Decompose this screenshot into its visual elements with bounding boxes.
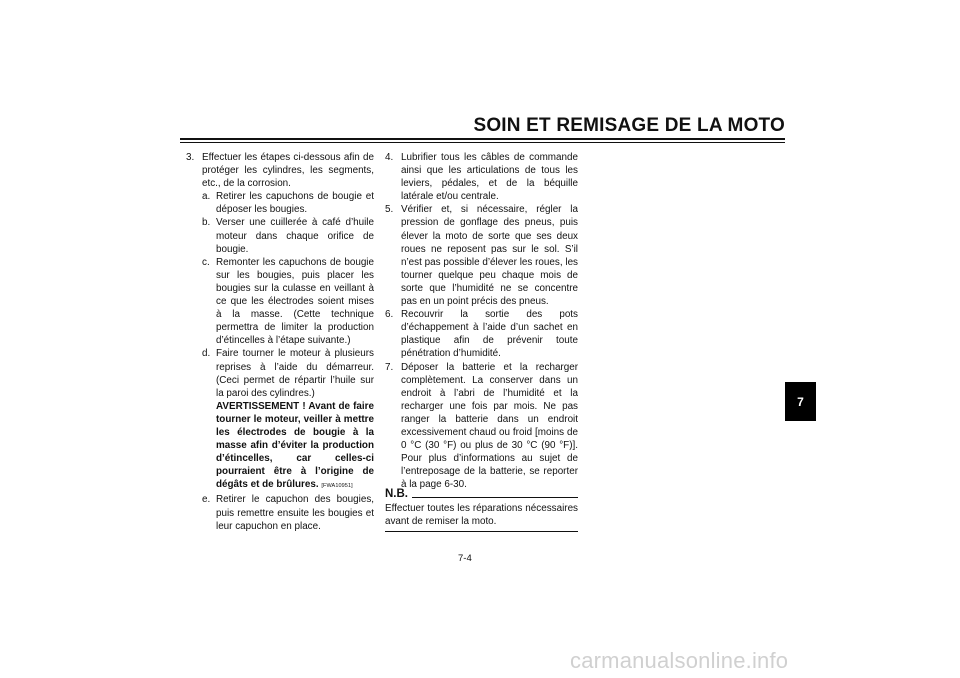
item-number: 3. xyxy=(186,152,195,163)
sub-item-letter: c. xyxy=(202,256,210,268)
list-item xyxy=(186,151,374,190)
watermark: carmanualsonline.info xyxy=(570,648,789,673)
note-label: N.B. xyxy=(385,488,408,500)
warning-text: AVERTISSEMENT ! Avant de faire tourner le moteur, veiller à mettre les électrodes de bougie à la masse afin d’éviter la production d’étincelles, car celles-ci pourraient être à l’origine de dégâts et de brûlures. xyxy=(216,400,374,491)
list-item xyxy=(385,361,578,492)
sub-item-text: Verser une cuillerée à café d’huile moteur dans chaque orifice de bougie. xyxy=(216,217,374,255)
list-item xyxy=(385,308,578,360)
sub-item xyxy=(186,216,374,255)
page-number: 7-4 xyxy=(458,553,472,564)
item-number: 6. xyxy=(385,309,394,321)
item-number: 4. xyxy=(385,152,394,163)
page-title: SOIN ET REMISAGE DE LA MOTO xyxy=(473,115,785,136)
note-text: Effectuer toutes les réparations nécessaires avant de remiser la moto. xyxy=(385,503,578,528)
title-rule xyxy=(180,138,785,140)
list-item xyxy=(385,203,578,308)
right-column xyxy=(385,151,578,491)
sub-item-text: Retirer le capuchon des bougies, puis remettre ensuite les bougies et leur capuchon en place. xyxy=(216,494,374,532)
note-bottom-rule xyxy=(385,531,578,532)
item-text: Lubrifier tous les câbles de commande ainsi que les articulations de tous les leviers, pédales, et de la béquille latérale et/ou centrale. xyxy=(401,152,578,203)
note-box xyxy=(385,486,578,532)
item-text: Effectuer les étapes ci-dessous afin de protéger les cylindres, les segments, etc., de la corrosion. xyxy=(202,152,374,190)
sub-item xyxy=(186,493,374,532)
sub-item xyxy=(186,190,374,216)
list-item xyxy=(385,151,578,203)
sub-item-text: Retirer les capuchons de bougie et déposer les bougies. xyxy=(216,191,374,216)
sub-item xyxy=(186,347,374,493)
sub-item-letter: b. xyxy=(202,217,211,229)
sub-item-letter: e. xyxy=(202,494,211,506)
item-text: Recouvrir la sortie des pots d’échappement à l’aide d’un sachet en plastique afin de prévenir toute pénétration d’humidité. xyxy=(401,309,578,360)
sub-item-text: Remonter les capuchons de bougie sur les bougies, puis placer les bougies sur la culasse en veillant à ce que les électrodes soient mises à la masse. (Cette technique permettra de limiter la production d’étincelles à l’étape suivante.) xyxy=(216,256,374,347)
left-column xyxy=(186,151,374,533)
item-number: 7. xyxy=(385,361,394,373)
warning-code: [FWA10951] xyxy=(321,483,353,490)
note-rule xyxy=(412,497,578,498)
sub-item-letter: d. xyxy=(202,348,211,360)
item-number: 5. xyxy=(385,204,394,216)
item-text: Vérifier et, si nécessaire, régler la pression de gonflage des pneus, puis élever la moto de sorte que ses deux roues ne reposent pas sur le sol. S’il n’est pas possible d’élever les roues, les tourner quelque peu chaque mois de sorte que l’humidité ne se concentre pas en un point précis des pneus. xyxy=(401,204,578,308)
sub-item xyxy=(186,256,374,348)
chapter-tab: 7 xyxy=(785,382,816,421)
item-text: Déposer la batterie et la recharger complètement. La conserver dans un endroit à l’abri de l’humidité et la recharger une fois par mois. Ne pas ranger la batterie dans un endroit excessivement chaud ou froid [moins de 0 °C (30 °F) ou plus de 30 °C (90 °F)]. Pour plus d’informations au sujet de l’entreposage de la batterie, se reporter à la page 6-30. xyxy=(401,361,578,491)
sub-item-text: Faire tourner le moteur à plusieurs reprises à l’aide du démarreur. (Ceci permet de répartir l’huile sur la paroi des cylindres.) xyxy=(216,348,374,399)
title-rule-thin xyxy=(180,142,785,143)
sub-item-letter: a. xyxy=(202,191,211,203)
